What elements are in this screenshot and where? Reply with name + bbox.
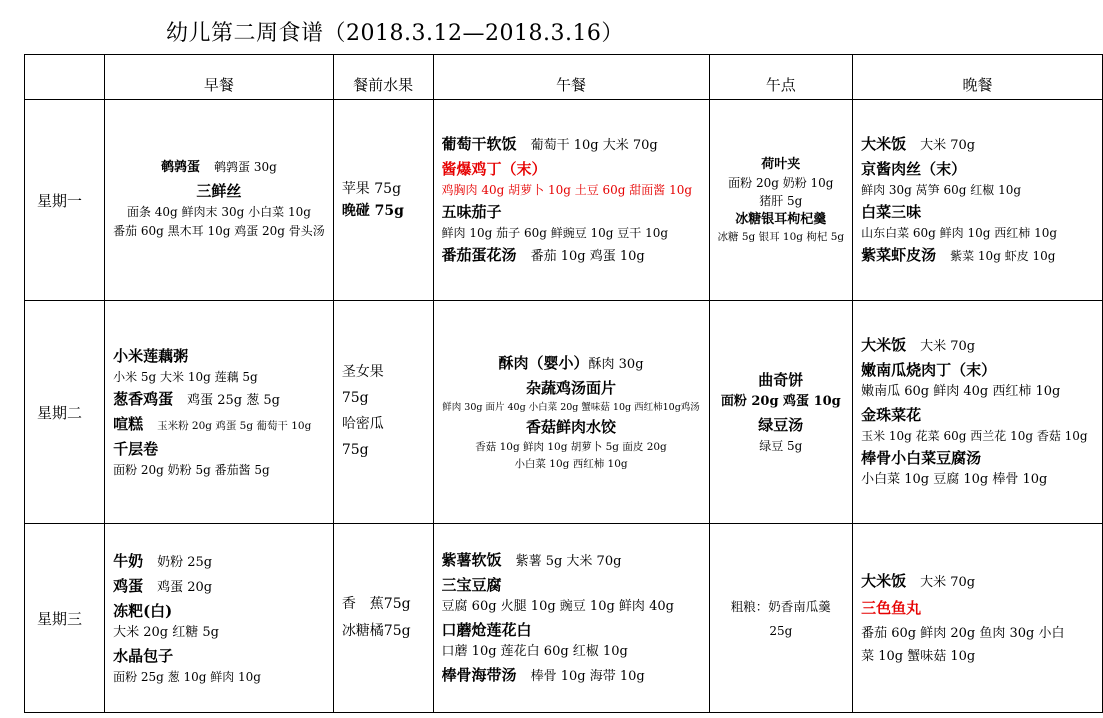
header-blank bbox=[25, 55, 105, 100]
tue-snack bbox=[709, 301, 853, 524]
tue-breakfast bbox=[105, 301, 334, 524]
ingredients: 葡萄干 10g 大米 70g bbox=[530, 138, 658, 154]
dish: 鹌鹑蛋 bbox=[161, 160, 201, 176]
fruit-item: 圣女果 bbox=[341, 364, 384, 381]
ingredients: 鸡蛋 20g bbox=[157, 580, 213, 595]
ingredients: 番茄 10g 鸡蛋 10g bbox=[530, 249, 645, 265]
wed-dinner bbox=[853, 524, 1103, 713]
ingredients: 大米 20g 红糖 5g bbox=[113, 624, 219, 640]
tue-lunch bbox=[433, 301, 709, 524]
dish: 酥肉（婴小） bbox=[498, 354, 589, 373]
dish: 酱爆鸡丁（末） bbox=[441, 159, 547, 178]
tue-fruit bbox=[333, 301, 433, 524]
wed-snack bbox=[709, 524, 853, 713]
dish: 千层卷 bbox=[113, 439, 159, 458]
ingredients: 香菇 10g 鲜肉 10g 胡萝卜 5g 面皮 20g bbox=[475, 441, 667, 454]
dish: 荷叶夹 bbox=[761, 156, 801, 172]
fruit-item: 香 蕉75g bbox=[341, 596, 411, 613]
ingredients: 小白菜 10g 豆腐 10g 棒骨 10g bbox=[861, 471, 1048, 487]
dish: 嫩南瓜烧肉丁（末） bbox=[861, 361, 997, 379]
tue-dinner bbox=[853, 301, 1103, 524]
mon-snack bbox=[709, 100, 853, 301]
row-wednesday bbox=[25, 524, 1103, 713]
dish: 三色鱼丸 bbox=[861, 598, 922, 617]
ingredients: 猪肝 5g bbox=[759, 194, 803, 209]
ingredients: 口蘑 10g 莲花白 60g 红椒 10g bbox=[441, 644, 628, 659]
ingredients: 鸡蛋 25g 葱 5g bbox=[187, 393, 280, 409]
dish: 大米饭 bbox=[861, 336, 907, 355]
dish: 绿豆汤 bbox=[758, 415, 804, 434]
wed-lunch bbox=[433, 524, 709, 713]
ingredients: 面粉 25g 葱 10g 鲜肉 10g bbox=[113, 669, 261, 684]
fruit-item: 晚碰 75g bbox=[341, 203, 404, 219]
dish: 棒骨海带汤 bbox=[441, 665, 517, 684]
dish: 冻粑(白) bbox=[113, 601, 173, 620]
ingredients: 酥肉 30g bbox=[588, 357, 644, 373]
ingredients: 25g bbox=[769, 623, 793, 638]
header-dinner: 晚餐 bbox=[853, 55, 1103, 100]
wed-fruit bbox=[333, 524, 433, 713]
dish: 牛奶 bbox=[113, 552, 144, 571]
dish: 鸡蛋 bbox=[113, 577, 144, 595]
mon-breakfast bbox=[105, 100, 334, 301]
dish: 香菇鲜肉水饺 bbox=[526, 418, 617, 437]
dish: 曲奇饼 bbox=[758, 371, 804, 389]
ingredients: 奶粉 25g bbox=[157, 555, 213, 571]
dish: 葱香鸡蛋 bbox=[113, 390, 174, 409]
ingredients: 棒骨 10g 海带 10g bbox=[530, 668, 645, 684]
header-breakfast: 早餐 bbox=[105, 55, 334, 100]
ingredients: 嫩南瓜 60g 鲜肉 40g 西红柿 10g bbox=[861, 384, 1061, 399]
dish: 葡萄干软饭 bbox=[441, 135, 517, 154]
ingredients: 小米 5g 大米 10g 莲藕 5g bbox=[113, 370, 258, 385]
fruit-amount: 75g bbox=[341, 390, 369, 407]
ingredients: 面粉 20g 奶粉 5g 番茄酱 5g bbox=[113, 462, 270, 477]
dish: 白菜三味 bbox=[861, 203, 922, 221]
dish: 番茄蛋花汤 bbox=[441, 246, 517, 265]
header-fruit: 餐前水果 bbox=[333, 55, 433, 100]
ingredients: 大米 70g bbox=[920, 138, 976, 154]
ingredients: 山东白菜 60g 鲜肉 10g 西红柿 10g bbox=[861, 226, 1058, 240]
dish: 小米莲藕粥 bbox=[113, 347, 189, 366]
dish: 大米饭 bbox=[861, 135, 907, 154]
ingredients: 面粉 20g 鸡蛋 10g bbox=[720, 394, 841, 409]
page-title: 幼儿第二周食谱（2018.3.12—2018.3.16） bbox=[166, 21, 624, 46]
ingredients: 菜 10g 蟹味菇 10g bbox=[861, 649, 976, 664]
mon-fruit bbox=[333, 100, 433, 301]
fruit-amount: 75g bbox=[341, 441, 369, 458]
dish: 粗粮：奶香南瓜羹 bbox=[730, 598, 831, 614]
dish: 三宝豆腐 bbox=[441, 576, 502, 595]
dish: 冰糖银耳枸杞羹 bbox=[735, 212, 827, 228]
ingredients: 玉米 10g 花菜 60g 西兰花 10g 香菇 10g bbox=[861, 428, 1088, 443]
ingredients: 大米 70g bbox=[920, 339, 976, 355]
day-label: 星期一 bbox=[25, 100, 105, 301]
ingredients: 紫菜 10g 虾皮 10g bbox=[950, 249, 1056, 264]
wed-breakfast bbox=[105, 524, 334, 713]
day-label: 星期三 bbox=[25, 524, 105, 713]
ingredients: 绿豆 5g bbox=[759, 438, 803, 453]
dish: 紫菜虾皮汤 bbox=[861, 246, 937, 265]
dish: 口蘑炝莲花白 bbox=[441, 621, 532, 639]
dish: 三鲜丝 bbox=[196, 182, 242, 201]
ingredients: 冰糖 5g 银耳 10g 枸杞 5g bbox=[717, 230, 845, 243]
mon-lunch bbox=[433, 100, 709, 301]
ingredients: 面条 40g 鲜肉末 30g 小白菜 10g bbox=[126, 205, 311, 220]
ingredients: 豆腐 60g 火腿 10g 豌豆 10g 鲜肉 40g bbox=[441, 599, 674, 615]
dish: 喧糕 bbox=[113, 415, 144, 433]
ingredients: 大米 70g bbox=[920, 574, 976, 590]
dish: 五味茄子 bbox=[441, 203, 502, 221]
menu-table bbox=[24, 54, 1103, 713]
row-tuesday bbox=[25, 301, 1103, 524]
ingredients: 鲜肉 10g 茄子 60g 鲜豌豆 10g 豆干 10g bbox=[441, 226, 669, 240]
ingredients: 面粉 20g 奶粉 10g bbox=[728, 176, 834, 191]
fruit-item: 冰糖橘75g bbox=[341, 623, 411, 639]
dish: 紫薯软饭 bbox=[441, 551, 502, 570]
ingredients: 紫薯 5g 大米 70g bbox=[515, 554, 622, 570]
mon-dinner bbox=[853, 100, 1103, 301]
row-monday bbox=[25, 100, 1103, 301]
day-label: 星期二 bbox=[25, 301, 105, 524]
dish: 大米饭 bbox=[861, 571, 907, 590]
fruit-item: 哈密瓜 bbox=[341, 416, 384, 432]
ingredients: 鸡胸肉 40g 胡萝卜 10g 土豆 60g 甜面酱 10g bbox=[441, 182, 693, 197]
ingredients: 玉米粉 20g 鸡蛋 5g 葡萄干 10g bbox=[157, 420, 312, 432]
ingredients: 番茄 60g 黑木耳 10g 鸡蛋 20g 骨头汤 bbox=[113, 224, 325, 239]
dish: 京酱肉丝（末） bbox=[861, 159, 967, 178]
header-snack: 午点 bbox=[709, 55, 853, 100]
header-row bbox=[25, 55, 1103, 100]
ingredients: 番茄 60g 鲜肉 20g 鱼肉 30g 小白 bbox=[861, 625, 1065, 641]
ingredients: 鲜肉 30g 莴笋 60g 红椒 10g bbox=[861, 182, 1022, 197]
dish: 棒骨小白菜豆腐汤 bbox=[861, 448, 982, 467]
ingredients: 小白菜 10g 西红柿 10g bbox=[514, 457, 628, 470]
dish: 杂蔬鸡汤面片 bbox=[526, 379, 617, 397]
dish: 水晶包子 bbox=[113, 646, 174, 665]
dish: 金珠菜花 bbox=[861, 405, 922, 424]
header-lunch: 午餐 bbox=[433, 55, 709, 100]
fruit-item: 苹果 75g bbox=[341, 180, 402, 197]
ingredients: 鲜肉 30g 面片 40g 小白菜 20g 蟹味菇 10g 西红柿10g鸡汤 bbox=[442, 402, 700, 413]
ingredients: 鹌鹑蛋 30g bbox=[214, 160, 277, 175]
